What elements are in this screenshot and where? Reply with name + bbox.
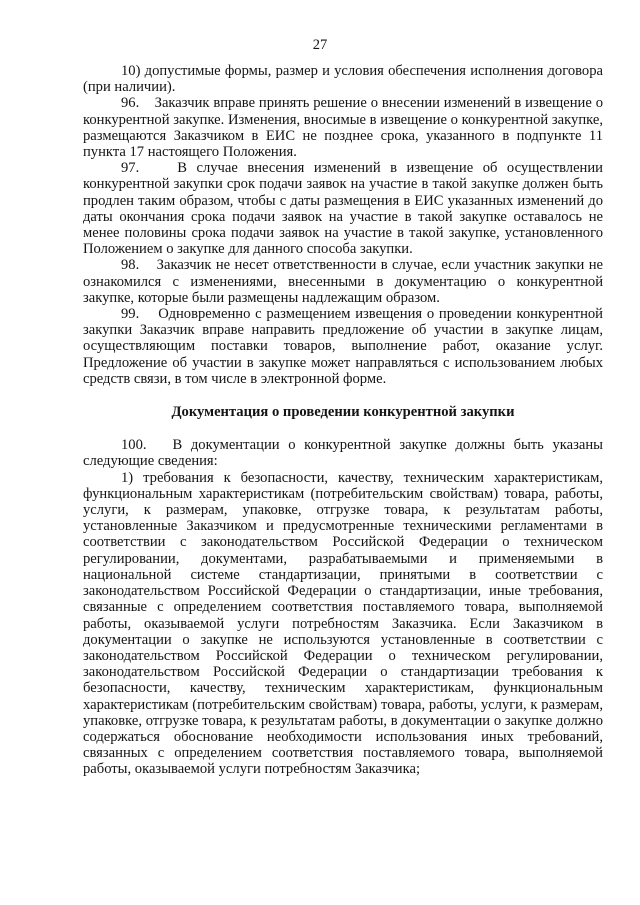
paragraph-97: 97. В случае внесения изменений в извещение об осуществлении конкурентной закупки срок подачи заявок на участие в такой закупке должен быть продлен таким образом, чтобы с даты размещения в ЕИС указанных изменений до даты окончания срока подачи заявок на участие в такой закупке оставалось не менее половины срока подачи заявок на участие в такой закупке, установленного Положением о закупке для данного способа закупки. (83, 160, 603, 258)
paragraph-96: 96. Заказчик вправе принять решение о внесении изменений в извещение о конкурентной закупке. Изменения, вносимые в извещение о конкурентной закупке, размещаются Заказчиком в ЕИС не позднее срока, указанного в подпункте 11 пункта 17 настоящего Положения. (83, 95, 603, 161)
paragraph-99: 99. Одновременно с размещением извещения о проведении конкурентной закупки Заказчик вправе направить предложение об участии в закупке лицам, осуществляющим поставки товаров, выполнение работ, оказание услуг. Предложение об участии в закупке может направляться с использованием любых средств связи, в том числе в электронной форме. (83, 306, 603, 387)
list-item-1: 1) требования к безопасности, качеству, техническим характеристикам, функциональным характеристикам (потребительским свойствам) товара, работы, услуги, к размерам, упаковке, отгрузке товара, к результатам работы, установленные Заказчиком и предусмотренные техническими регламентами в соответствии с законодательством Российской Федерации о техническом регулировании, документами, разрабатываемыми и применяемыми в национальной системе стандартизации, принятыми в соответствии с законодательством Российской Федерации о стандартизации, иные требования, связанные с определением соответствия поставляемого товара, выполняемой работы, оказываемой услуги потребностям Заказчика. Если Заказчиком в документации о закупке не используются установленные в соответствии с законодательством Российской Федерации о техническом регулировании, законодательством Российской Федерации о стандартизации требования к безопасности, качеству, техническим характеристикам, функциональным характеристикам (потребительским свойствам) товара, работы, услуги, к размерам, упаковке, отгрузке товара, к результатам работы, в документации о закупке должно содержаться обоснование необходимости использования иных требований, связанных с определением соответствия поставляемого товара, выполняемой работы, оказываемой услуги потребностям Заказчика; (83, 469, 603, 778)
paragraph-98: 98. Заказчик не несет ответственности в случае, если участник закупки не ознакомился с изменениями, внесенными в документацию о конкурентной закупке, которые были размещены надлежащим образом. (83, 257, 603, 306)
document-body (83, 63, 603, 778)
page-number: 27 (312, 37, 328, 53)
list-item-10: 10) допустимые формы, размер и условия обеспечения исполнения договора (при наличии). (83, 63, 603, 96)
section-heading: Документация о проведении конкурентной закупки (171, 404, 515, 421)
paragraph-100: 100. В документации о конкурентной закупке должны быть указаны следующие сведения: (83, 437, 603, 470)
